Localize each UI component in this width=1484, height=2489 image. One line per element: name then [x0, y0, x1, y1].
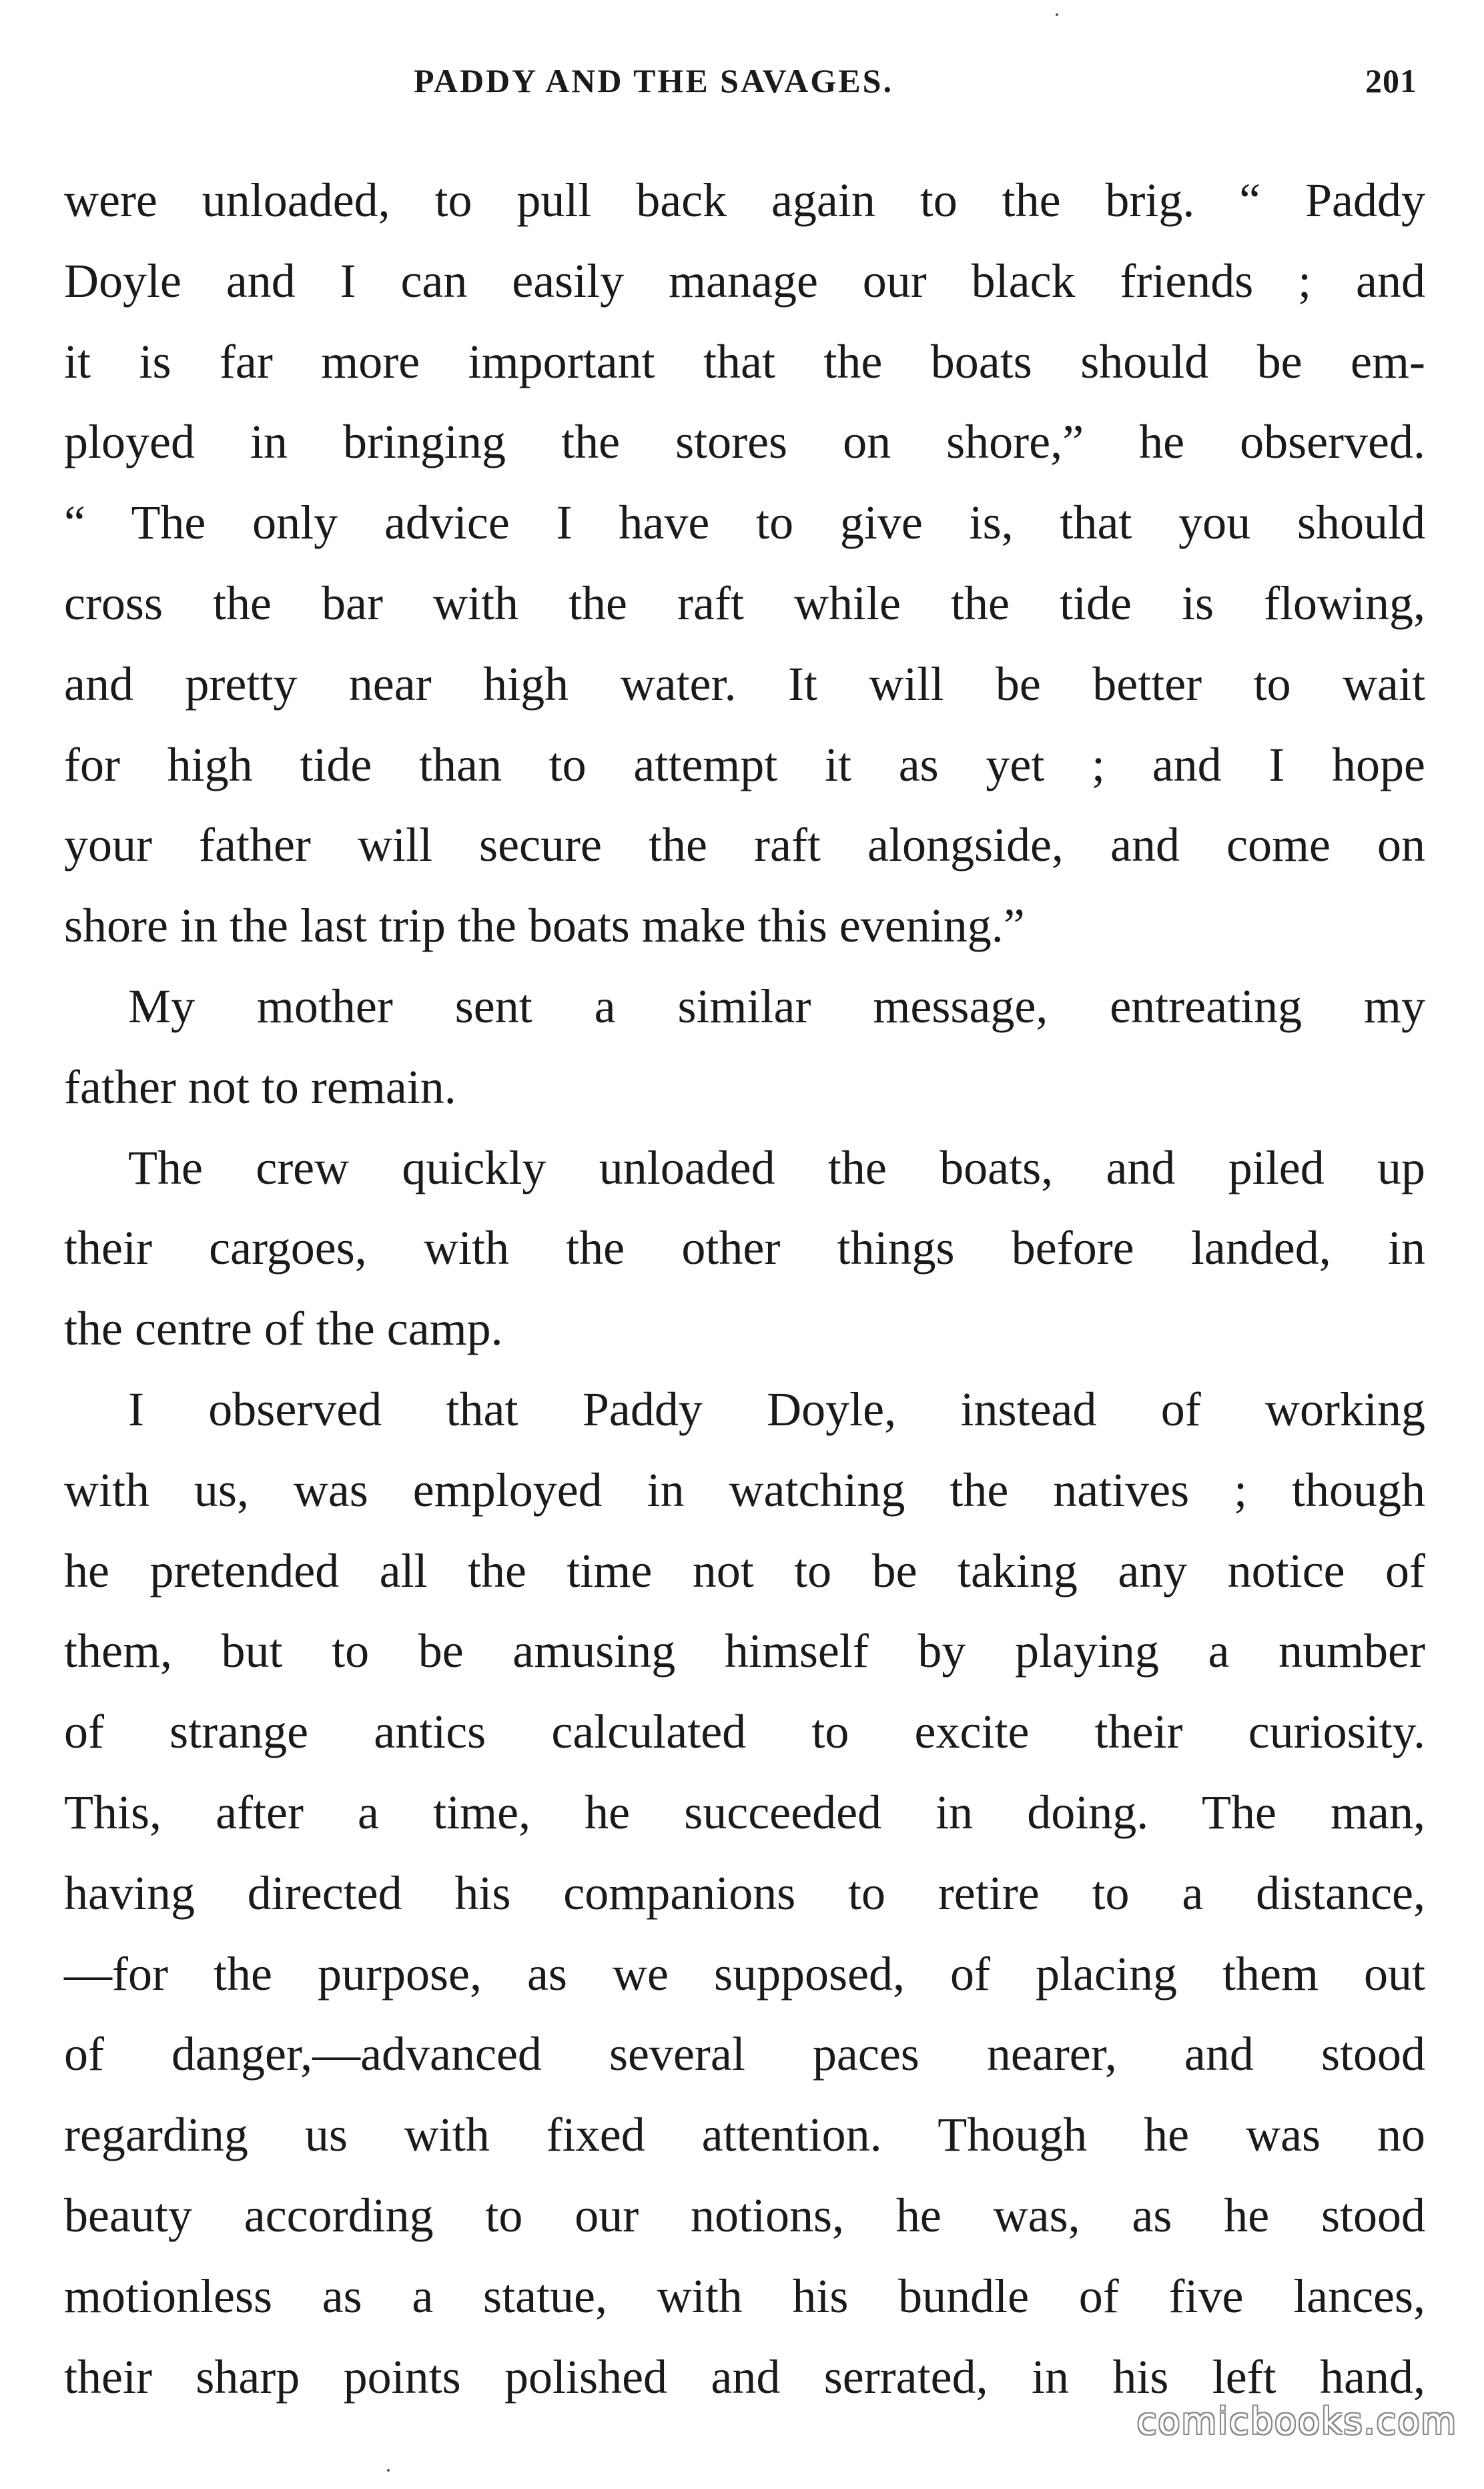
text-line: having directed his companions to retire to a distance,	[64, 1866, 1425, 1920]
text-line: with us, was employed in watching the natives ; though	[64, 1463, 1425, 1517]
text-line: “ The only advice I have to give is, that you should	[64, 496, 1425, 550]
watermark-logo: comicbooks.com	[1136, 2400, 1457, 2442]
text-line: were unloaded, to pull back again to the brig. “ Paddy	[64, 173, 1425, 227]
text-line: them, but to be amusing himself by playing a number	[64, 1624, 1425, 1678]
text-line: of strange antics calculated to excite their curiosity.	[64, 1705, 1425, 1759]
text-line: beauty according to our notions, he was, as he stood	[64, 2188, 1425, 2242]
text-line: shore in the last trip the boats make this evening.”	[64, 899, 1025, 953]
text-line: cross the bar with the raft while the tide is flowing,	[64, 576, 1425, 630]
print-speck	[387, 2469, 390, 2472]
text-line: for high tide than to attempt it as yet ; and I hope	[64, 737, 1425, 791]
text-line: I observed that Paddy Doyle, instead of working	[128, 1382, 1425, 1436]
text-line: motionless as a statue, with his bundle of five lances,	[64, 2269, 1425, 2323]
text-line: your father will secure the raft alongside, and come on	[64, 818, 1425, 872]
print-speck	[1056, 13, 1058, 16]
text-line: This, after a time, he succeeded in doing. The man,	[64, 1785, 1425, 1839]
text-line: father not to remain.	[64, 1060, 456, 1114]
text-line: the centre of the camp.	[64, 1302, 503, 1356]
running-head	[67, 61, 1417, 115]
running-title: PADDY AND THE SAVAGES.	[414, 62, 893, 99]
text-line: My mother sent a similar message, entreating my	[128, 979, 1425, 1033]
text-line: Doyle and I can easily manage our black friends ; and	[64, 254, 1425, 308]
text-line: and pretty near high water. It will be better to wait	[64, 657, 1425, 711]
text-line: their cargoes, with the other things before landed, in	[64, 1221, 1425, 1275]
text-line: ployed in bringing the stores on shore,” he observed.	[64, 415, 1425, 469]
page-number: 201	[1365, 62, 1417, 99]
text-line: their sharp points polished and serrated, in his left hand,	[64, 2350, 1425, 2404]
text-line: he pretended all the time not to be taking any notice of	[64, 1543, 1425, 1597]
text-line: —for the purpose, as we supposed, of placing them out	[64, 1946, 1425, 2001]
text-line: The crew quickly unloaded the boats, and piled up	[128, 1140, 1425, 1194]
text-line: regarding us with fixed attention. Though he was no	[64, 2108, 1425, 2162]
text-line: of danger,—advanced several paces nearer, and stood	[64, 2027, 1425, 2081]
body-text	[64, 160, 1425, 2417]
text-line: it is far more important that the boats should be em-	[64, 334, 1425, 388]
